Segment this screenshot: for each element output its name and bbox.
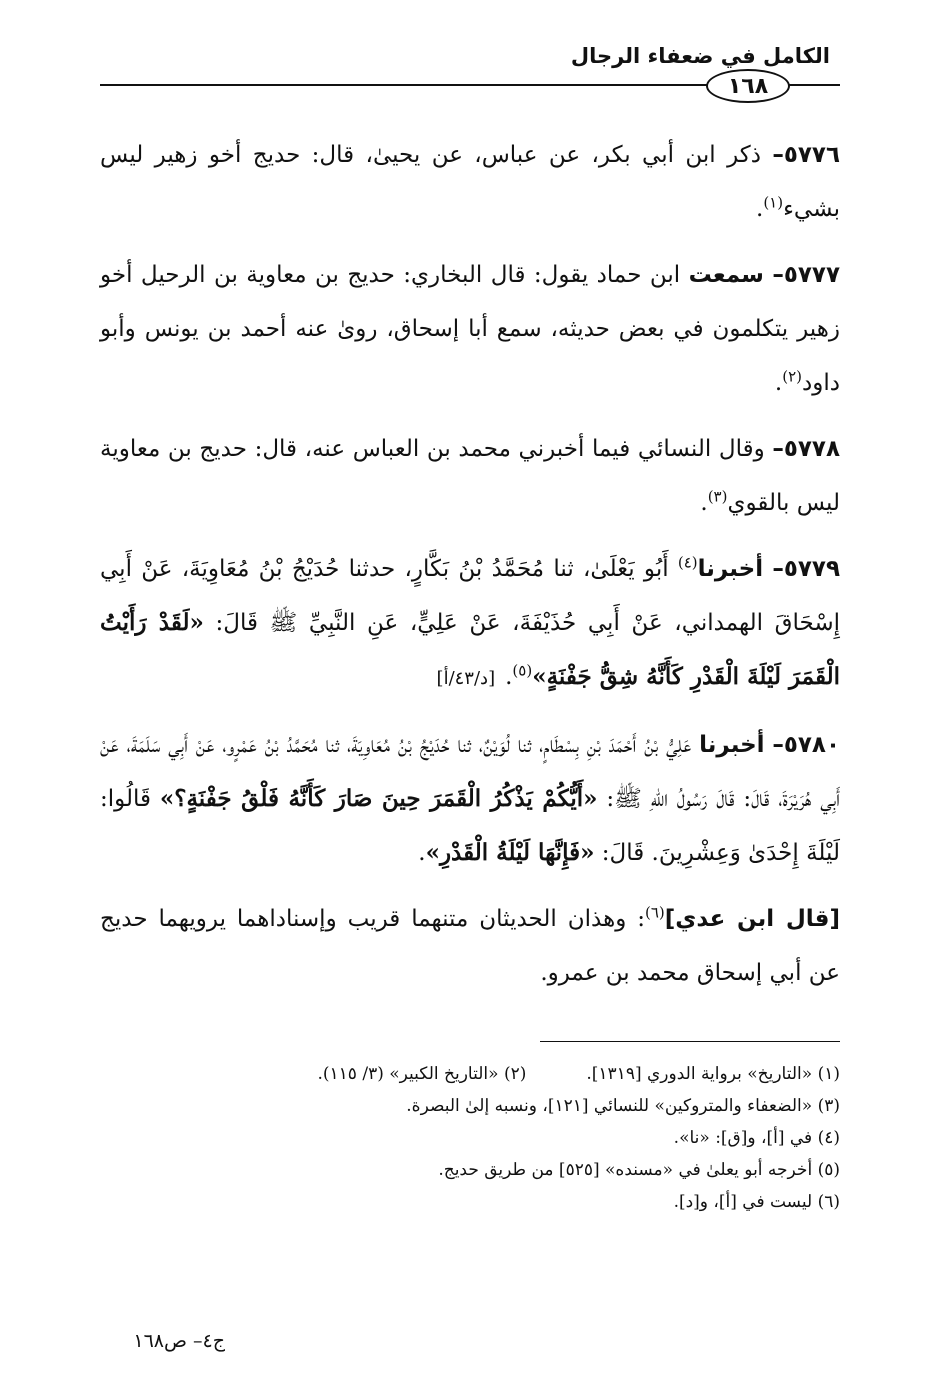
hadith-text: «لَقَدْ رَأَيْتُ الْقَمَرَ لَيْلَةَ الْقَدْرِ كَأَنَّهُ شِقُّ جَفْنَةٍ»: [100, 609, 840, 690]
entry-text: أَبُو يَعْلَىٰ، ثنا مُحَمَّدُ بْنُ بَكَّارٍ، حدثنا حُدَيْجُ بْنُ مُعَاوِيَةَ، عَنْ أَبِي إِسْحَاقَ الهمداني، عَنْ أَبِي حُذَيْفَةَ، عَنْ عَلِيٍّ، عَنِ النَّبِيِّ ﷺ قَالَ:: [100, 556, 840, 636]
footnotes: [100, 1058, 840, 1218]
footnote-text: في [أ]، و[ق]: «نا».: [673, 1128, 813, 1148]
entry-text: : وهذان الحديثان متنهما قريب وإسناداهما يرويهما حديج عن أبي إسحاق محمد بن عمرو.: [100, 906, 840, 986]
running-title: الكامل في ضعفاء الرجال: [570, 44, 830, 68]
footnote-ref: (٣): [707, 487, 728, 506]
footnote-marker: (١): [817, 1064, 840, 1084]
footnote-3: [406, 1090, 840, 1122]
entry-number: ٥٧٨٠–: [772, 732, 840, 758]
entry-end: .: [774, 370, 783, 396]
entry-number: ٥٧٧٦–: [772, 142, 840, 168]
footnote-text: «التاريخ الكبير» (٣/ ١١٥).: [317, 1064, 499, 1084]
footnote-marker: (٦): [817, 1192, 840, 1212]
footnote-1: [586, 1058, 840, 1090]
footnote-row: [100, 1122, 840, 1154]
entry-5779: [100, 542, 840, 706]
footnote-5: [438, 1154, 840, 1186]
footnote-6: [674, 1186, 840, 1218]
footnote-text: «الضعفاء والمتروكين» للنسائي [١٢١]، ونسبه إلىٰ البصرة.: [406, 1096, 813, 1116]
comment-keyword: [قال ابن عدي]: [664, 906, 840, 932]
entry-5776: [100, 128, 840, 236]
footnote-text: أخرجه أبو يعلىٰ في «مسنده» [٥٢٥] من طريق حديج.: [438, 1160, 813, 1180]
entry-5778: [100, 422, 840, 530]
hadith-text: «فَإِنَّهَا لَيْلَةُ الْقَدْرِ»: [425, 839, 595, 866]
footnote-row: [100, 1154, 840, 1186]
manuscript-ref: [د/٤٣/أ]: [436, 668, 496, 689]
entry-text: عَلِيُّ بْنُ أَحْمَدَ بْنِ بِسْطَامٍ، ثنا لُوَيْنٌ، ثنا حُدَيْجُ بْنُ مُعَاوِيَةَ، ثنا مُحَمَّدُ بْنُ عَمْرٍو، عَنْ أَبِي سَلَمَةَ، عَنْ أَبِي هُرَيْرَةَ، قَالَ: قَالَ رَسُولُ اللهِ ﷺ:: [100, 732, 841, 812]
footnote-marker: (٥): [817, 1160, 840, 1180]
footnote-text: «التاريخ» برواية الدوري [١٣١٩].: [586, 1064, 813, 1084]
entry-text: ابن حماد يقول: قال البخاري: حديج بن معاوية بن الرحيل أخو زهير يتكلمون في بعض حديثه، سمع أبا إسحاق، روىٰ عنه أحمد بن يونس وأبو داود: [100, 262, 840, 396]
entry-number: ٥٧٧٨–: [772, 436, 840, 462]
entry-5777: [100, 248, 840, 410]
footnote-row: [100, 1058, 840, 1090]
ibn-adi-comment: [100, 892, 840, 1000]
footnote-marker: (٤): [817, 1128, 840, 1148]
page-number: ١٦٨: [706, 69, 790, 103]
entry-end: .: [756, 196, 764, 222]
main-text: [100, 128, 840, 1012]
footnote-ref: (٦): [644, 903, 665, 922]
footnote-text: ليست في [أ]، و[د].: [673, 1192, 813, 1212]
entry-end: .: [700, 490, 708, 516]
footnote-rule: [540, 1041, 840, 1042]
transmission-keyword: سمعت: [688, 262, 764, 288]
footnote-ref: (٥): [512, 661, 533, 680]
entry-5780: [100, 718, 840, 880]
footnote-row: [100, 1186, 840, 1218]
footnote-marker: (٣): [817, 1096, 840, 1116]
footnote-ref: (٤): [677, 553, 698, 572]
transmission-keyword: أخبرنا: [697, 556, 764, 582]
footnote-ref: (١): [763, 193, 784, 212]
footnote-2: [318, 1058, 527, 1090]
entry-text: وقال النسائي فيما أخبرني محمد بن العباس عنه، قال: حديج بن معاوية ليس بالقوي: [100, 436, 840, 516]
entry-text: ذكر ابن أبي بكر، عن عباس، عن يحيىٰ، قال: حديج أخو زهير ليس بشيء: [100, 142, 840, 222]
entry-end: .: [418, 840, 426, 866]
transmission-keyword: أخبرنا: [699, 732, 765, 758]
entry-end: .: [505, 664, 513, 690]
entry-text-continued: قَالُوا: لَيْلَةَ إِحْدَىٰ وَعِشْرِينَ. قَالَ:: [100, 786, 840, 866]
footnote-4: [674, 1122, 840, 1154]
footnote-marker: (٢): [503, 1064, 527, 1084]
footnote-row: [100, 1090, 840, 1122]
entry-number: ٥٧٧٧–: [772, 262, 841, 288]
page-signature: ج٤– ص١٦٨: [133, 1330, 225, 1352]
entry-number: ٥٧٧٩–: [772, 556, 841, 582]
hadith-text: «أَيُّكُمْ يَذْكُرُ الْقَمَرَ حِينَ صَارَ كَأَنَّهُ فَلْقُ جَفْنَةٍ؟»: [159, 785, 598, 812]
footnote-ref: (٢): [782, 367, 803, 386]
